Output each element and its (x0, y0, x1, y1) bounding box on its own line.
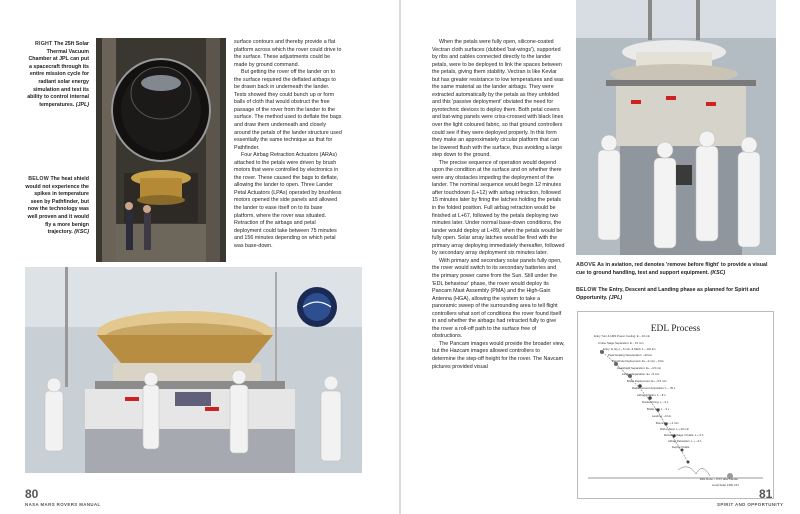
right-footer: SPIRIT AND OPPORTUNITY (717, 502, 784, 507)
heat-shield-photo (25, 267, 362, 473)
left-page-number: 80 (25, 487, 39, 501)
edl-trajectory (578, 312, 773, 498)
right-paragraph-4: The Pancam images would provide the broader view, but the Hazcam images allowed controllers to determine the step-off height for the rover. The Navcam pictures provided visual (432, 340, 565, 370)
edl-label-1: Cruise Stage Separation: E – 15 min (598, 341, 644, 345)
left-paragraph-1: surface contours and thereby provide a flat platform across which the rover could drive to the surface. These adjustments could be made by ground command. (234, 39, 342, 68)
right-body-column (432, 39, 565, 371)
edl-label-16: Airbag Retraction: L + ~3 h (668, 439, 702, 443)
caption-below-left-keyword: BELOW (28, 176, 49, 182)
caption-below-right (576, 287, 776, 302)
edl-label-3: Peak Heating Deceleration: ~40 km (608, 353, 653, 357)
edl-label-15: Retract Airbags / Petals: L + 3 h (664, 433, 704, 437)
right-page-number: 81 (759, 487, 773, 501)
edl-label-8: Radar Ground Acquisition: L – 35 s (632, 386, 676, 390)
caption-below-left-text: The heat shield would not experience the spikes in temperature seen by Pathfinder, but now the technology was well proven and it would fly a more benign trajectory. (25, 176, 89, 236)
caption-above-credit: (KSC) (710, 269, 726, 276)
caption-below-right-text: The Entry, Descent and Landing phase as planned for Spirit and Opportunity. (576, 287, 760, 301)
edl-label-6: Lander Separation: E+ ~5 min (622, 372, 660, 376)
edl-label-17: Deploy Petals (672, 445, 690, 449)
vacuum-chamber-illustration (96, 38, 226, 262)
edl-label-14: Roll to Stop: L + 20 min (660, 427, 690, 431)
lander-technicians-photo (576, 0, 776, 255)
edl-process-diagram (577, 311, 774, 499)
left-paragraph-3: Four Airbag Retraction Actuators (ARAs) attached to the petals were driven by brush motors that were controlled by electronics in the rover. These caused the bags to deflate, allowing the lander to open. Three Lander Petal Actuators (LPAs) operated by brushless motors opened the side panels and allowed the lander to ease itself on to its base platform, where the rover was situated. Retraction of the airbags and petal deployment could take between 75 minutes and 156 minutes depending on which petal was base-down. (234, 152, 342, 249)
edl-label-2: Entry: E, E(+) ~ 5 min, & Mach 1 ~ 122 km (603, 347, 656, 351)
edl-label-0: Entry Turn & HRS Power Cooling: E – 10 min (594, 334, 651, 338)
edl-label-18: EDL Done ~ 3.5 h after Lander (700, 477, 739, 481)
left-footer: NASA MARS ROVERS MANUAL (25, 502, 101, 507)
left-paragraph-2: But getting the rover off the lander on to the surface required the deflated airbags to be drawn back in underneath the lander. Tests showed they could bunch up or form balls of cloth that would obstruct the free passage of the rover from the lander to the surface. The method used to deflate the bags and draw them underneath and closely around the petals of the lander structure used essentially the same technique as that for Pathfinder. (234, 69, 342, 151)
edl-label-12: Landing: ~0 km (652, 414, 672, 418)
caption-below-right-keyword: BELOW (576, 287, 597, 293)
edl-label-10: Rocket Firing: L – 6 s (642, 400, 669, 404)
lander-technicians-illustration (576, 0, 776, 255)
right-paragraph-3: With primary and secondary solar panels fully open, the rover would switch to its secondary batteries and the primary power came from the Sun. Still under the 'EDL behaviour' phase, the rover would deploy its Pancam Mast Assembly (PMA) and the High-Gain Antenna (HGA), allowing the system to take a panoramic sweep of the surrounding area to tell flight controllers what sort of conditions the rover found itself in and whether the airbags had retracted fully to give the rover a roll-off path to the surface free of obstructions. (432, 257, 562, 340)
caption-right-keyword: RIGHT (35, 41, 53, 47)
vacuum-chamber-photo (96, 38, 226, 262)
right-paragraph-2: The precise sequence of operation would depend upon the condition at the surface and on whether there were any obstacles impeding the deployment of the lander. The nominal sequence would begin 12 minutes after touchdown (L+12) with airbag retraction, followed 15 minutes later by firing the latches holding the petals in the folded position. Full airbag retraction would be finished at L+67, followed by the petals deploying two minutes later. Under normal base-down conditions, the lander would deploy at L+89, when the petals would be fully open. Solar array latches would be fired with the primary array deploying immediately thereafter, followed by secondary array deployment six minutes later. (432, 159, 565, 257)
edl-label-7: Bridle Deployment: E+ ~5.5 min (627, 379, 667, 383)
edl-label-13: Bounce: L + 2 min (656, 421, 679, 425)
caption-above-keyword: ABOVE (576, 262, 596, 268)
caption-above-right (576, 262, 776, 277)
caption-right-credit: (JPL) (75, 101, 89, 108)
caption-below-left-credit: (KSC) (74, 229, 89, 236)
edl-label-5: Heatshield Separation: E+ ~4.5 min (617, 366, 662, 370)
right-paragraph-1: When the petals were fully open, silicone-coated Vectran cloth surfaces (dubbed 'bat-wings'), supported by ribs and cables connected directly to the lander petals, were to be deployed to link the spaces between the petals, giving them stability. Vectran is like Kevlar but has greater resistance to low temperatures and was the same material as the lander airbags. They were extracted automatically by the petals as they unfolded and this 'passive deployment' obviated the need for pyrotechnic devices to deploy them. Both petal covers and bat-wing panels were criss-crossed with black lines over the light coloured fabric, so that ground controllers could see if they were deployed properly. In this form they make an approximately circular platform that can be lowered flush with the surface, thus avoiding a large step down to the ground. (432, 39, 564, 159)
edl-label-11: Bridle Cut: L – 3 s (647, 407, 670, 411)
page-gutter (399, 0, 401, 514)
caption-right-text: The 25ft Solar Thermal Vacuum Chamber at JPL can put a spacecraft through its entire mission cycle for radiant solar energy simulation and test its ability to control internal temperatures. (27, 41, 89, 108)
heat-shield-illustration (25, 267, 362, 473)
caption-below-right-credit: (JPL) (608, 294, 623, 301)
edl-diagram-title: EDL Process (650, 324, 701, 334)
caption-above-text: As in aviation, red denotes 'remove before flight' to provide a visual cue to ground handling, test and support equipment. (576, 262, 768, 276)
caption-below-left (25, 176, 89, 237)
edl-label-4: Parachute Deployment: E+ ~4 min ~ 9 km (612, 359, 665, 363)
left-body-column (234, 39, 342, 250)
edl-label-19: Local Solar 1300 LST (712, 483, 739, 487)
edl-label-9: Airbag Inflation: L – 8 s (637, 393, 666, 397)
caption-right (25, 41, 89, 109)
